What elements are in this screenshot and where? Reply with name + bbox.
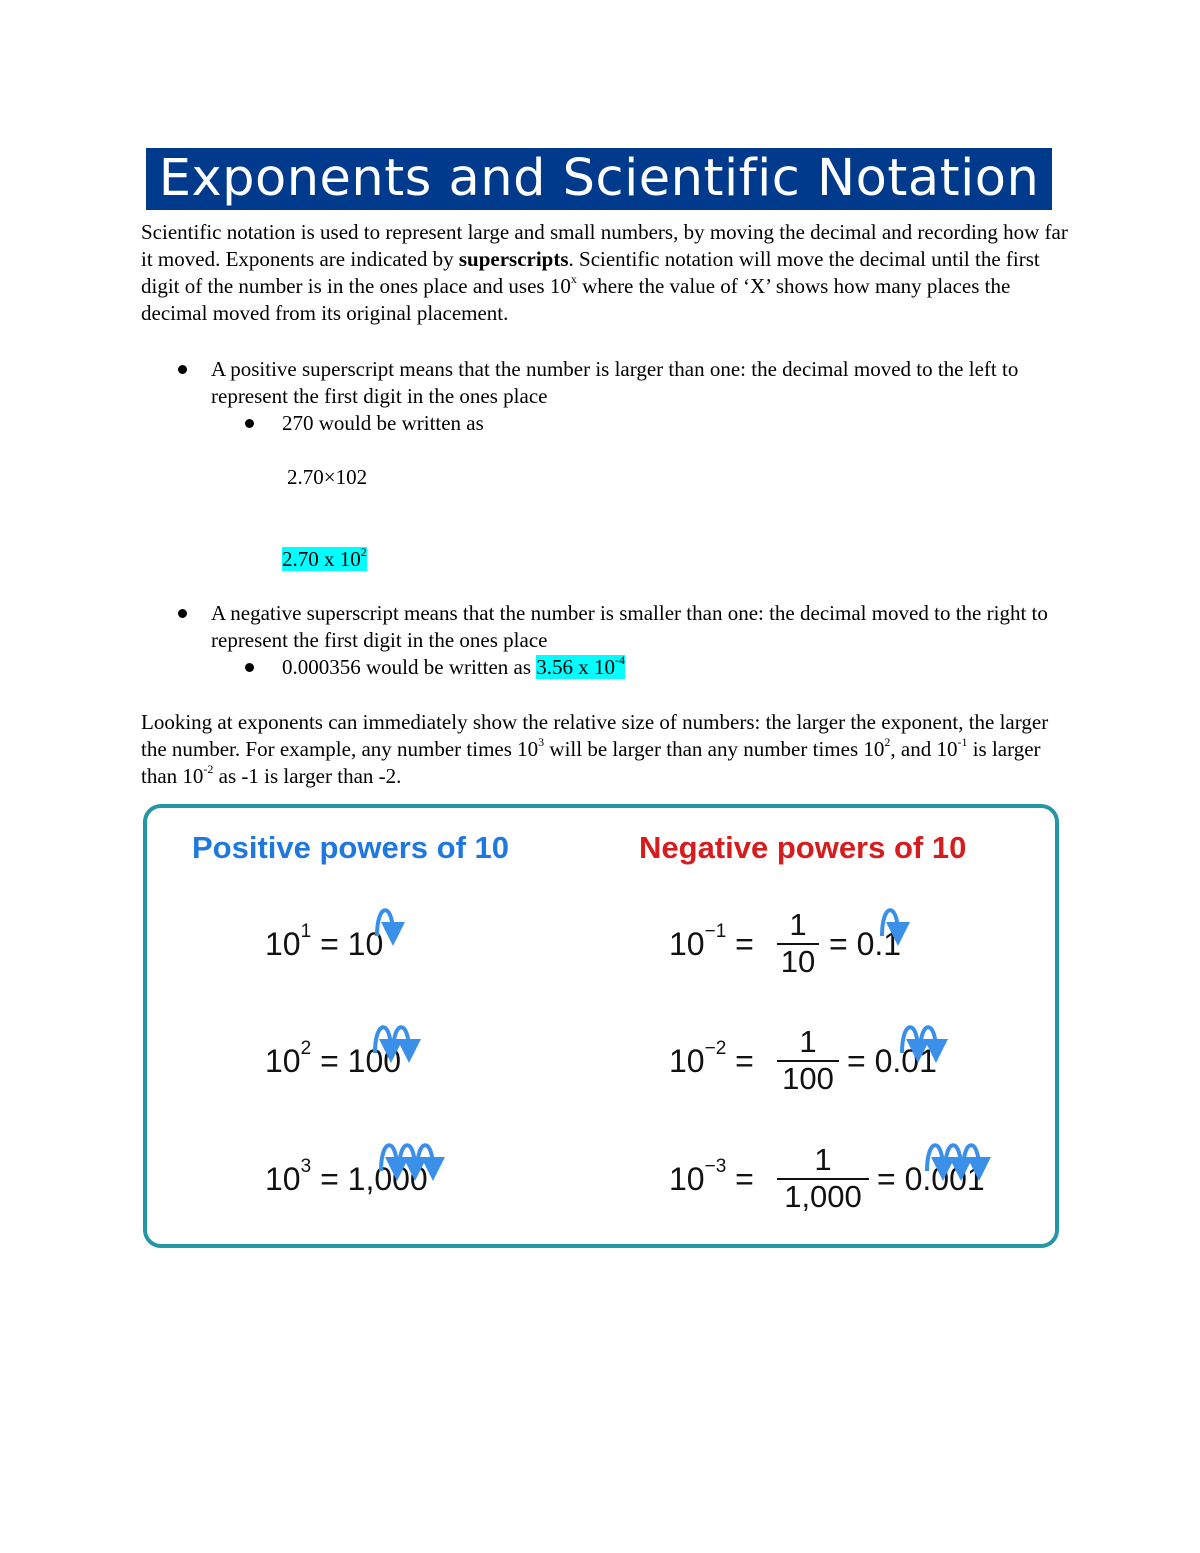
neg-2-base: 10 (669, 1043, 705, 1079)
arrow-layer (375, 907, 979, 1171)
neg-3-denominator: 1,000 (784, 1179, 862, 1214)
positive-answer-exponent: 2 (360, 545, 367, 559)
intro-text-1: Scientific notation is used to represent large and small numbers, by moving the decimal and recording how far it moved. Exponents are indicated by (141, 220, 1068, 271)
bullet-dot (245, 419, 254, 428)
para2-text-e: as -1 is larger than -2. (213, 764, 402, 788)
neg-1-denominator: 10 (780, 944, 816, 979)
neg-3-exp: −3 (704, 1156, 727, 1178)
neg-3-base: 10 (669, 1161, 705, 1197)
bullet-dot (245, 663, 254, 672)
positive-answer-highlight (282, 547, 367, 571)
neg-2-numerator: 1 (799, 1024, 817, 1059)
intro-text-3: where the value of ‘X’ shows how many places the decimal moved from its original placement. (141, 274, 1011, 325)
pos-3-result: = 1,000 (320, 1161, 428, 1197)
negative-arrow-row-2 (902, 1027, 918, 1053)
para2-sup-3: -1 (957, 735, 968, 749)
neg-1-numerator: 1 (789, 907, 807, 942)
negative-row-3-result: = 0.001 (877, 1161, 985, 1197)
decimal-move-arrows (147, 808, 1055, 1244)
positive-arrow-row-1 (377, 910, 393, 936)
para2-text-b: will be larger than any number times 10 (544, 737, 885, 761)
positive-arrow-row-2 (393, 1027, 409, 1053)
positive-arrow-row-2 (375, 1027, 391, 1053)
pos-1-exp: 1 (300, 921, 312, 943)
bullet-dot (178, 609, 187, 618)
positive-answer-base: 2.70 x 10 (282, 547, 361, 571)
neg-2-exp: −2 (704, 1038, 727, 1060)
neg-3-numerator: 1 (814, 1142, 832, 1177)
neg-1-equals: = (735, 926, 754, 962)
powers-of-ten-figure (143, 804, 1059, 1248)
negative-row-2-result: = 0.01 (847, 1043, 937, 1079)
negative-arrow-row-2 (920, 1027, 936, 1053)
intro-bold-term: superscripts (458, 247, 569, 271)
negative-powers-heading: Negative powers of 10 (639, 830, 967, 865)
pos-3-exp: 3 (300, 1156, 312, 1178)
neg-2-equals: = (735, 1043, 754, 1079)
para2-text-a: Looking at exponents can immediately show the relative size of numbers: the larger the exponent, the larger the number. For example, any number times 10 (141, 710, 1049, 761)
para2-sup-2: 2 (884, 735, 891, 749)
negative-arrow-row-3 (963, 1145, 979, 1171)
neg-3-equals: = (735, 1161, 754, 1197)
pos-1-base: 10 (265, 926, 301, 962)
para2-sup-1: 3 (538, 735, 545, 749)
neg-1-base: 10 (669, 926, 705, 962)
para2-sup-4: -2 (203, 762, 214, 776)
positive-answer (282, 546, 367, 573)
bullet-positive: A positive superscript means that the number is larger than one: the decimal moved to the left to represent the first digit in the ones place (211, 357, 1019, 408)
para2-text-c: , and 10 (890, 737, 958, 761)
negative-arrow-row-3 (945, 1145, 961, 1171)
bullet-negative: A negative superscript means that the number is smaller than one: the decimal moved to the right to represent the first digit in the ones place (211, 601, 1048, 652)
positive-arrow-row-3 (417, 1145, 433, 1171)
pos-1-result: = 10 (320, 926, 384, 962)
negative-answer-base: 3.56 x 10 (536, 655, 616, 679)
positive-arrow-row-3 (399, 1145, 415, 1171)
pos-3-base: 10 (265, 1161, 301, 1197)
bullet-dot (178, 365, 187, 374)
negative-arrow-row-1 (882, 910, 898, 936)
intro-text-2: . Scientific notation will move the decimal until the first digit of the number is in the ones place and uses 10 (141, 247, 1040, 298)
negative-arrow-row-3 (927, 1145, 943, 1171)
bullet-negative-example (282, 654, 625, 681)
negative-answer-exponent: -4 (615, 653, 626, 667)
pos-2-base: 10 (265, 1043, 301, 1079)
comparison-paragraph (141, 709, 1071, 790)
page-title: Exponents and Scientific Notation (146, 148, 1052, 210)
intro-superscript: x (570, 272, 577, 286)
neg-2-denominator: 100 (782, 1061, 834, 1096)
negative-answer-highlight (536, 655, 625, 679)
para2-text-d: is larger than 10 (141, 737, 1041, 788)
negative-row-1-result: = 0.1 (829, 926, 902, 962)
positive-powers-heading: Positive powers of 10 (192, 830, 509, 865)
plain-equation: 2.70×102 (287, 465, 368, 489)
neg-1-exp: −1 (704, 921, 727, 943)
positive-arrow-row-3 (381, 1145, 397, 1171)
negative-example-text: 0.000356 would be written as (282, 655, 537, 679)
intro-paragraph (141, 219, 1071, 327)
pos-2-result: = 100 (320, 1043, 402, 1079)
pos-2-exp: 2 (300, 1038, 312, 1060)
bullet-positive-example: 270 would be written as (282, 411, 484, 435)
